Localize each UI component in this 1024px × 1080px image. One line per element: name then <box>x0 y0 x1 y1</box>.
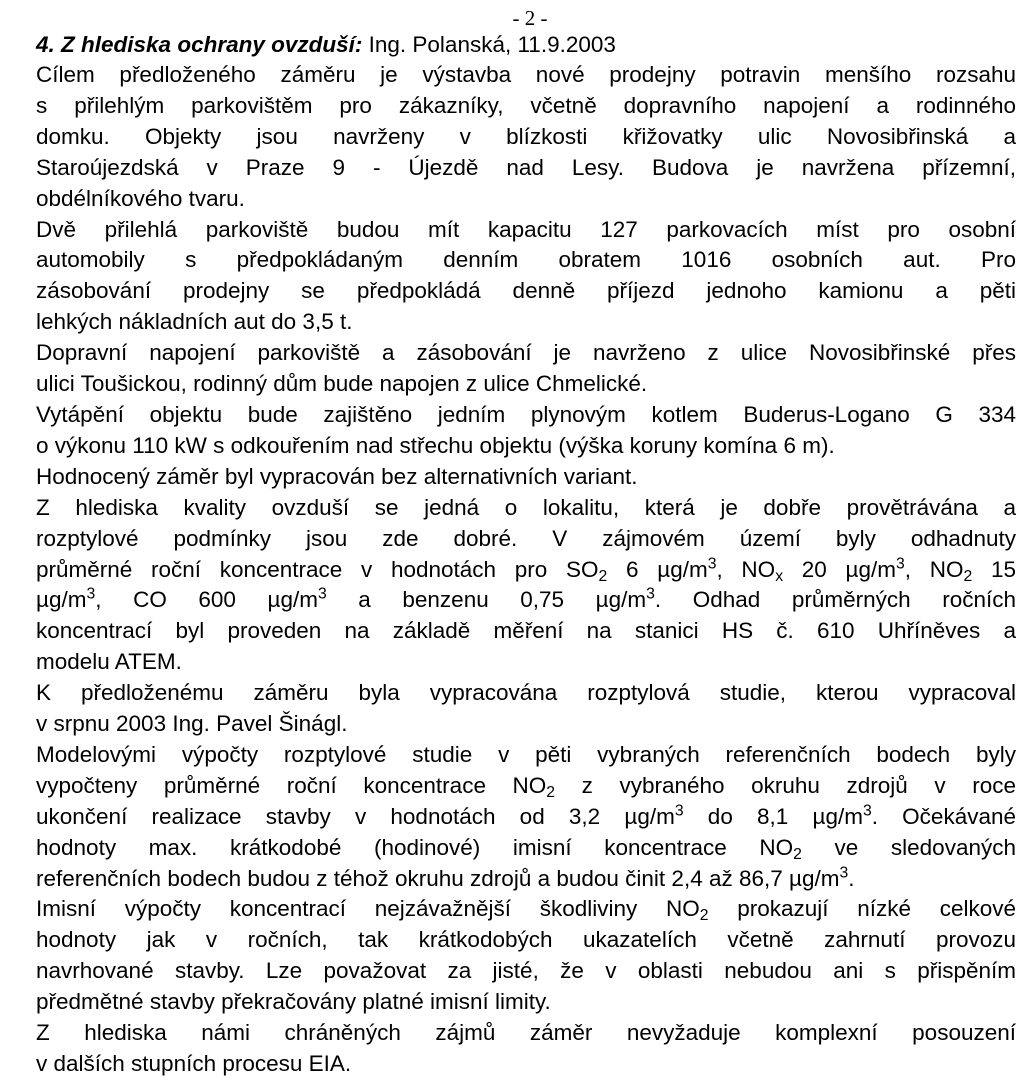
text-line <box>36 555 1016 586</box>
text-line <box>36 864 1016 895</box>
text-line: modelu ATEM. <box>36 649 182 675</box>
text-line: s přilehlým parkovištěm pro zákazníky, včetně dopravního napojení a rodinného <box>36 92 1016 118</box>
superscript: 3 <box>862 802 872 820</box>
text-line: v srpnu 2003 Ing. Pavel Šinágl. <box>36 711 348 737</box>
text-line: Modelovými výpočty rozptylové studie v pěti vybraných referenčních bodech byly <box>36 741 1016 767</box>
text-fragment: z vybraného okruhu zdrojů v roce <box>555 772 1016 798</box>
text-fragment: , NO <box>716 556 776 582</box>
subscript: 2 <box>963 567 973 585</box>
subscript: 2 <box>699 907 709 925</box>
text-line: Dvě přilehlá parkoviště budou mít kapacitu 127 parkovacích míst pro osobní <box>36 216 1016 242</box>
text-fragment: prokazují nízké celkové <box>708 896 1016 922</box>
text-fragment: ve sledovaných <box>801 834 1016 860</box>
text-line: ulici Toušickou, rodinný dům bude napojen z ulice Chmelické. <box>36 371 648 397</box>
text-line: Cílem předloženého záměru je výstavba nové prodejny potravin menšího rozsahu <box>36 62 1016 87</box>
subscript: x <box>775 567 784 585</box>
document-page <box>36 6 1016 1080</box>
superscript: 3 <box>839 863 849 881</box>
text-line <box>36 802 1016 833</box>
paragraph-air-quality <box>36 493 1016 678</box>
paragraph-final-statement <box>36 1018 1016 1080</box>
text-line <box>36 771 1016 802</box>
text-fragment: 6 µg/m <box>607 556 708 582</box>
text-line: rozptylové podmínky jsou zde dobré. V zájmovém území byly odhadnuty <box>36 525 1016 551</box>
text-fragment: µg/m <box>36 587 87 613</box>
text-fragment: průměrné roční koncentrace v hodnotách pro SO <box>36 556 599 582</box>
text-line <box>36 585 1016 616</box>
text-fragment: hodnoty max. krátkodobé (hodinové) imisní koncentrace NO <box>36 834 794 860</box>
text-line: obdélníkového tvaru. <box>36 185 245 211</box>
superscript: 3 <box>707 554 717 572</box>
text-line <box>36 833 1016 864</box>
text-fragment: . <box>848 865 855 891</box>
paragraph-heating <box>36 400 1016 462</box>
section-number: 4. <box>36 32 55 57</box>
subscript: 2 <box>546 783 556 801</box>
text-line: hodnoty jak v ročních, tak krátkodobých ukazatelích včetně zahrnutí provozu <box>36 927 1016 953</box>
paragraph-parking <box>36 215 1016 339</box>
superscript: 3 <box>317 585 327 603</box>
paragraph-model-results <box>36 740 1016 895</box>
text-fragment: . Očekávané <box>871 803 1016 829</box>
text-fragment: . Odhad průměrných ročních <box>654 587 1016 613</box>
text-line: koncentrací byl proveden na základě měření na stanici HS č. 610 Uhříněves a <box>36 618 1016 644</box>
text-fragment: a benzenu 0,75 µg/m <box>326 587 647 613</box>
text-line: Z hlediska kvality ovzduší se jedná o lokalitu, která je dobře provětrávána a <box>36 494 1016 520</box>
superscript: 3 <box>674 802 684 820</box>
superscript: 3 <box>646 585 655 603</box>
text-line: Staroújezdská v Praze 9 - Újezdě nad Lesy. Budova je navržena přízemní, <box>36 154 1016 180</box>
text-line <box>36 894 1016 925</box>
superscript: 3 <box>895 554 905 572</box>
paragraph-dispersion-study <box>36 678 1016 740</box>
text-fragment: do 8,1 µg/m <box>683 803 863 829</box>
paragraph-alternatives <box>36 462 1016 493</box>
text-line: zásobování prodejny se předpokládá denně příjezd jednoho kamionu a pěti <box>36 278 1016 304</box>
superscript: 3 <box>86 585 96 603</box>
text-fragment: 20 µg/m <box>783 556 896 582</box>
paragraph-emission-conclusion <box>36 894 1016 1018</box>
subscript: 2 <box>598 567 608 585</box>
text-line: předmětné stavby překračovány platné imisní limity. <box>36 989 551 1015</box>
text-line: v dalších stupních procesu EIA. <box>36 1051 352 1076</box>
section-author-date: Ing. Polanská, 11.9.2003 <box>368 32 616 57</box>
paragraph-traffic <box>36 338 1016 400</box>
page-number: - 2 - <box>512 6 548 30</box>
subscript: 2 <box>793 845 802 863</box>
text-line: automobily s předpokládaným denním obratem 1016 osobních aut. Pro <box>36 247 1016 273</box>
text-fragment: Imisní výpočty koncentrací nejzávažnější škodliviny NO <box>36 896 700 922</box>
text-fragment: 15 <box>972 556 1016 582</box>
text-fragment: vypočteny průměrné roční koncentrace NO <box>36 772 547 798</box>
text-line: o výkonu 110 kW s odkouřením nad střechu objektu (výška koruny komína 6 m). <box>36 432 835 458</box>
text-line: navrhované stavby. Lze považovat za jisté, že v oblasti nebudou ani s přispěním <box>36 958 1016 984</box>
section-heading <box>36 30 1016 60</box>
text-line: K předloženému záměru byla vypracována rozptylová studie, kterou vypracoval <box>36 680 1016 706</box>
text-line: Vytápění objektu bude zajištěno jedním plynovým kotlem Buderus-Logano G 334 <box>36 401 1016 427</box>
text-fragment: , NO <box>904 556 964 582</box>
text-line: domku. Objekty jsou navrženy v blízkosti křižovatky ulic Novosibřinská a <box>36 123 1016 149</box>
text-line: lehkých nákladních aut do 3,5 t. <box>36 309 353 335</box>
text-line: Z hlediska námi chráněných zájmů záměr nevyžaduje komplexní posouzení <box>36 1020 1016 1046</box>
text-fragment: ukončení realizace stavby v hodnotách od 3,2 µg/m <box>36 803 675 829</box>
section-title: Z hlediska ochrany ovzduší: <box>61 32 363 57</box>
text-fragment: referenčních bodech budou z téhož okruhu zdrojů a budou činit 2,4 až 86,7 µg/m <box>36 865 840 891</box>
paragraph-project-description <box>36 60 1016 215</box>
text-line: Dopravní napojení parkoviště a zásobování je navrženo z ulice Novosibřinské přes <box>36 340 1016 366</box>
text-fragment: , CO 600 µg/m <box>95 587 318 613</box>
text-line: Hodnocený záměr byl vypracován bez alternativních variant. <box>36 463 638 489</box>
